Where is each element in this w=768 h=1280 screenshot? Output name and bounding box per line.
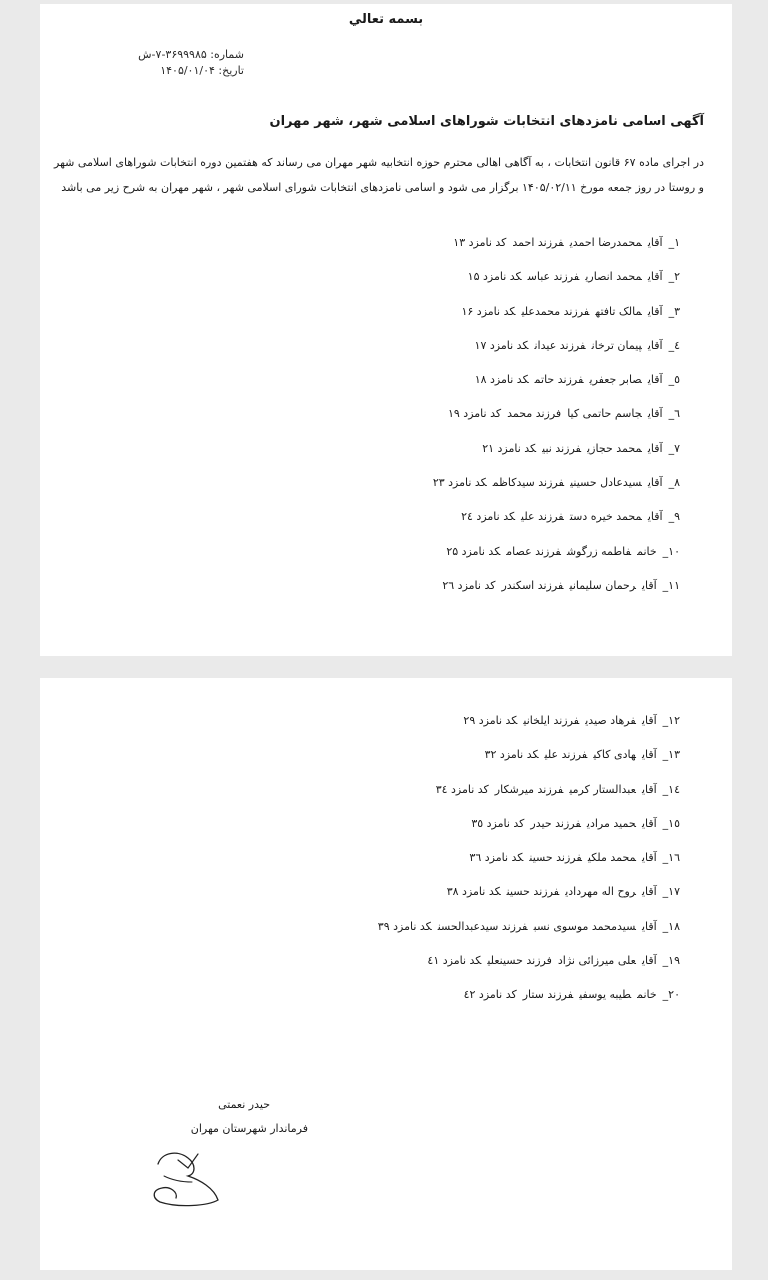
candidate-title: آقای [641,919,657,933]
candidate-item [372,950,680,984]
candidate-name: محمد حجازی [587,441,642,455]
candidate-title: آقای [641,851,657,865]
candidate-parent: فرزند عباس [527,270,580,284]
candidate-num: ۸_ [668,476,680,490]
candidate-parent: فرزند محمد [507,407,562,421]
candidate-title: خانم [637,544,657,558]
candidate-name: جاسم حاتمی کیا [567,407,642,421]
candidate-code: کد نامزد ٢٤ [461,510,516,524]
candidate-code: کد نامزد ۲۵ [446,544,501,558]
candidate-name: فرهاد صیدی [585,714,636,727]
candidate-item [372,847,680,881]
candidate-code: کد نامزد ۳۸ [446,885,501,899]
candidate-parent: فرزند احمد [512,236,564,249]
candidate-name: محمدرضا احمدی [569,236,642,249]
candidate-name: صابر جعفری [589,373,642,387]
candidate-item [427,266,680,300]
candidate-num: ۱۷_ [662,885,680,899]
reference-number: شماره: ۳۶۹۹۹۸۵-۷-ش [138,48,244,61]
candidate-code: کد نامزد ۱۷ [474,338,529,352]
candidate-name: طیبه یوسفی [579,988,632,1002]
candidate-title: آقای [641,578,657,592]
candidate-parent: فرزند سیدکاظم [492,476,565,490]
candidate-item [372,916,680,950]
candidate-name: محمد انصاری [585,270,642,284]
candidate-item [427,335,680,369]
candidate-parent: فرزند عصام [506,544,561,558]
candidate-code: کد نامزد ۲۹ [463,714,518,727]
candidate-parent: فرزند اسکندر [501,578,564,592]
candidate-code: کد نامزد ۱۶ [461,304,516,318]
candidate-parent: فرزند عیدان [534,338,586,352]
candidate-code: کد نامزد ۳٤ [435,782,489,796]
candidate-title: آقای [647,304,663,318]
candidate-name: حمید مرادی [586,816,636,830]
candidate-parent: فرزند علی [544,748,588,762]
candidate-num: ۱۱_ [662,578,680,592]
candidate-name: رحمان سلیمانی [569,578,636,592]
candidate-name: هادی کاکی [593,748,636,762]
candidate-parent: فرزند حسینعلی [487,954,552,968]
candidate-list-page-2 [372,710,680,1019]
candidate-num: ۱٦_ [662,851,680,865]
candidate-item [372,779,680,813]
candidate-code: کد نامزد ۱۹ [447,407,502,421]
candidate-code: کد نامزد ۳٥ [471,816,525,830]
candidate-name: محمد ملکی [587,851,636,865]
candidate-code: کد نامزد ۱۳ [453,236,507,249]
candidate-item [427,301,680,335]
candidate-num: ۱۳_ [662,748,680,762]
candidate-code: کد نامزد ٤۱ [427,954,482,968]
candidate-title: آقای [647,236,663,249]
candidate-item [427,472,680,506]
candidate-num: ۱_ [668,236,680,249]
candidate-item [427,541,680,575]
candidate-title: آقای [641,816,657,830]
candidate-code: کد نامزد ۱۸ [474,373,529,387]
candidate-name: علی میرزائی نژاد [557,954,636,968]
candidate-num: ۳_ [668,304,680,318]
candidate-item [427,403,680,437]
candidate-num: ۱۲_ [662,714,680,727]
candidate-code: کد نامزد ۳۹ [377,919,432,933]
candidate-list-page-1 [427,232,680,609]
candidate-item [372,744,680,778]
document-page-2 [40,678,732,1270]
candidate-item [372,881,680,915]
candidate-parent: فرزند ستار [522,988,574,1002]
candidate-item [427,575,680,609]
candidate-parent: فرزند نبی [542,441,582,455]
candidate-num: ۱٤_ [662,782,680,796]
candidate-parent: فرزند حسین [529,851,582,865]
candidate-title: آقای [641,885,657,899]
candidate-item [372,984,680,1018]
candidate-code: کد نامزد ۳۲ [484,748,539,762]
candidate-parent: فرزند میرشکار [494,782,564,796]
candidate-name: سیدعادل حسینی [570,476,642,490]
candidate-num: ۷_ [668,441,680,455]
candidate-code: کد نامزد ۳٦ [469,851,524,865]
candidate-name: سیدمحمد موسوی نسب [533,919,636,933]
candidate-parent: فرزند محمدعلی [521,304,590,318]
candidate-item [427,506,680,540]
signature-mark [148,1146,228,1210]
candidate-title: آقای [647,338,663,352]
candidate-item [427,369,680,403]
candidate-name: مالک تافته [595,304,642,318]
candidate-code: کد نامزد ۲۳ [432,476,487,490]
candidate-item [372,710,680,744]
header-title: بسمه تعالي [348,12,424,27]
candidate-title: آقای [641,748,657,762]
notice-intro: در اجرای ماده ۶۷ قانون انتخابات ، به آگاهی اهالی محترم حوزه انتخابیه شهر مهران می رساند که هفتمین دوره انتخابات شوراهای اسلامی شهر و روستا در روز جمعه مورخ ۱۴۰۵/۰۲/۱۱ برگزار می شود و اسامی نامزدهای انتخابات شورای اسلامی شهر ، شهر مهران به شرح زیر می باشد [54,156,705,194]
notice-title: آگهی اسامی نامزدهای انتخابات شوراهای اسلامی شهر، شهر مهران [269,114,704,129]
candidate-title: آقای [647,407,663,421]
signatory-title: فرماندار شهرستان مهران [190,1122,308,1135]
signatory-name: حیدر نعمتی [218,1098,270,1111]
candidate-num: ٤_ [668,338,680,352]
reference-date: تاریخ: ۱۴۰۵/۰۱/۰۴ [160,64,244,77]
candidate-title: آقای [647,510,663,524]
candidate-parent: فرزند حسین [506,885,560,899]
candidate-code: کد نامزد ۲۱ [482,441,537,455]
candidate-num: ۱۸_ [662,919,680,933]
candidate-num: ۱۰_ [662,544,680,558]
candidate-title: آقای [647,476,663,490]
candidate-title: آقای [647,441,663,455]
candidate-num: ۱٥_ [662,816,680,830]
candidate-parent: فرزند حاتم [534,373,584,387]
candidate-title: آقای [647,270,663,284]
candidate-title: آقای [641,714,657,727]
candidate-num: ۹_ [668,510,680,524]
candidate-title: خانم [637,988,657,1002]
candidate-code: کد نامزد ٢٦ [442,578,496,592]
candidate-num: ۲_ [668,270,680,284]
candidate-name: روح اله مهردادی [565,885,636,899]
candidate-name: محمد خیره دست [569,510,642,524]
document-page-1 [40,4,732,656]
candidate-code: کد نامزد ٤۲ [463,988,517,1002]
candidate-num: ٦_ [668,407,680,421]
candidate-parent: فرزند ایلخانی [523,714,580,727]
candidate-parent: فرزند سیدعبدالحسن [437,919,528,933]
candidate-item [427,438,680,472]
candidate-parent: فرزند حیدر [530,816,581,830]
candidate-num: ۱۹_ [662,954,680,968]
candidate-item [372,813,680,847]
candidate-name: پیمان ترخان [591,338,642,352]
candidate-parent: فرزند علی [521,510,564,524]
candidate-title: آقای [647,373,663,387]
candidate-title: آقای [641,954,657,968]
candidate-name: عبدالستار کرمی [569,782,636,796]
candidate-title: آقای [641,782,657,796]
candidate-item [427,232,680,266]
candidate-num: ۲۰_ [662,988,680,1002]
candidate-name: فاطمه زرگوش [566,544,632,558]
candidate-code: کد نامزد ۱۵ [467,270,522,284]
candidate-num: ٥_ [668,373,680,387]
